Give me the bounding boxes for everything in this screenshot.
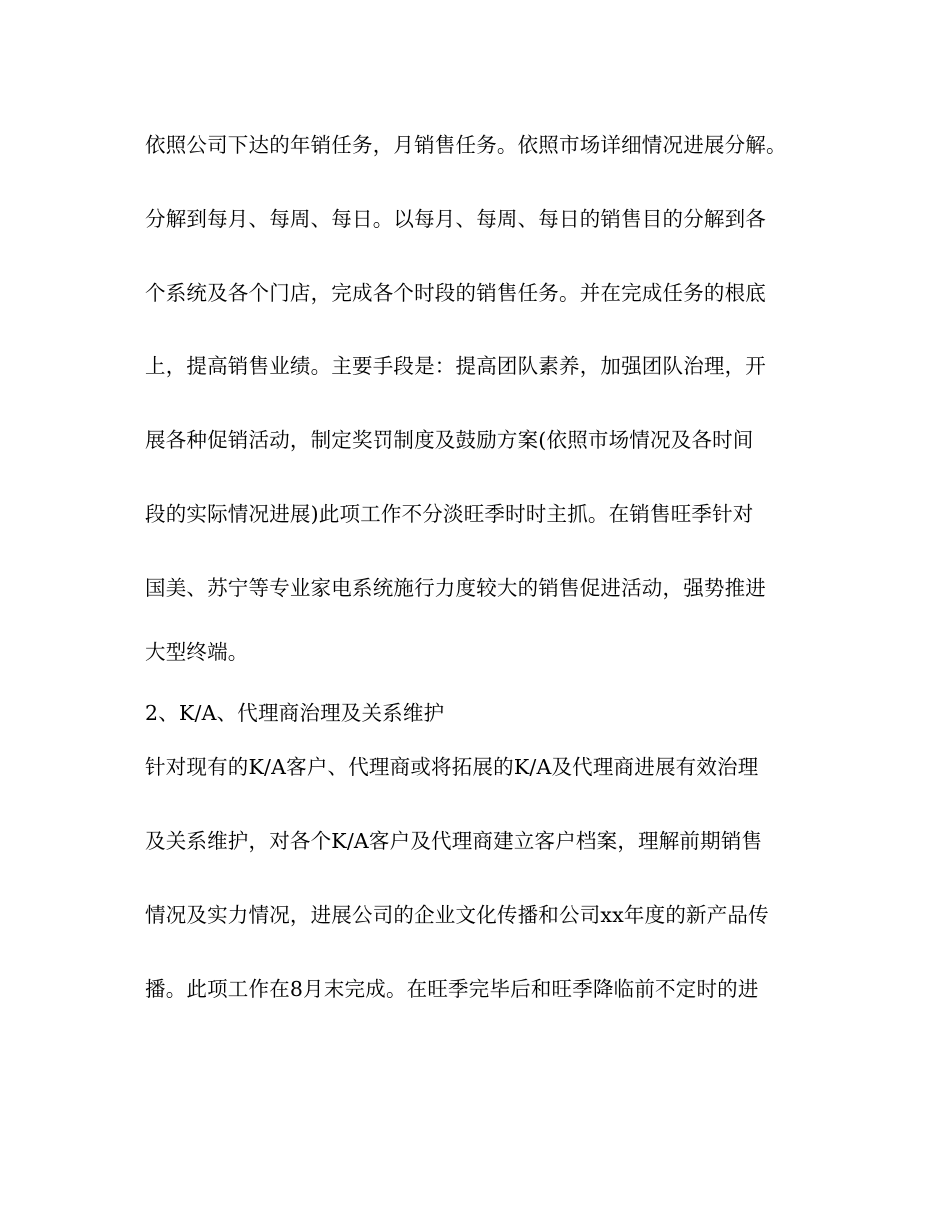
- paragraph-line: 个系统及各个门店，完成各个时段的销售任务。并在完成任务的根底: [145, 281, 766, 305]
- paragraph-line: 大型终端。: [145, 640, 249, 664]
- paragraph-line: 国美、苏宁等专业家电系统施行力度较大的销售促进活动，强势推进: [145, 576, 766, 600]
- paragraph-line: 及关系维护，对各个K/A客户及代理商建立客户档案，理解前期销售: [145, 829, 763, 853]
- paragraph-line: 上，提高销售业绩。主要手段是：提高团队素养，加强团队治理，开: [145, 354, 766, 378]
- paragraph-line: 针对现有的K/A客户、代理商或将拓展的K/A及代理商进展有效治理: [145, 755, 759, 779]
- paragraph-line: 展各种促销活动，制定奖罚制度及鼓励方案(依照市场情况及各时间: [145, 428, 754, 452]
- section-heading: 2、K/A、代理商治理及关系维护: [145, 701, 445, 725]
- paragraph-line: 情况及实力情况，进展公司的企业文化传播和公司xx年度的新产品传: [145, 903, 769, 927]
- paragraph-line: 依照公司下达的年销任务，月销售任务。依照市场详细情况进展分解。: [145, 133, 787, 157]
- paragraph-line: 段的实际情况进展)此项工作不分淡旺季时时主抓。在销售旺季针对: [145, 502, 754, 526]
- paragraph-line: 分解到每月、每周、每日。以每月、每周、每日的销售目的分解到各: [145, 207, 766, 231]
- paragraph-line: 播。此项工作在8月末完成。在旺季完毕后和旺季降临前不定时的进: [145, 977, 759, 1001]
